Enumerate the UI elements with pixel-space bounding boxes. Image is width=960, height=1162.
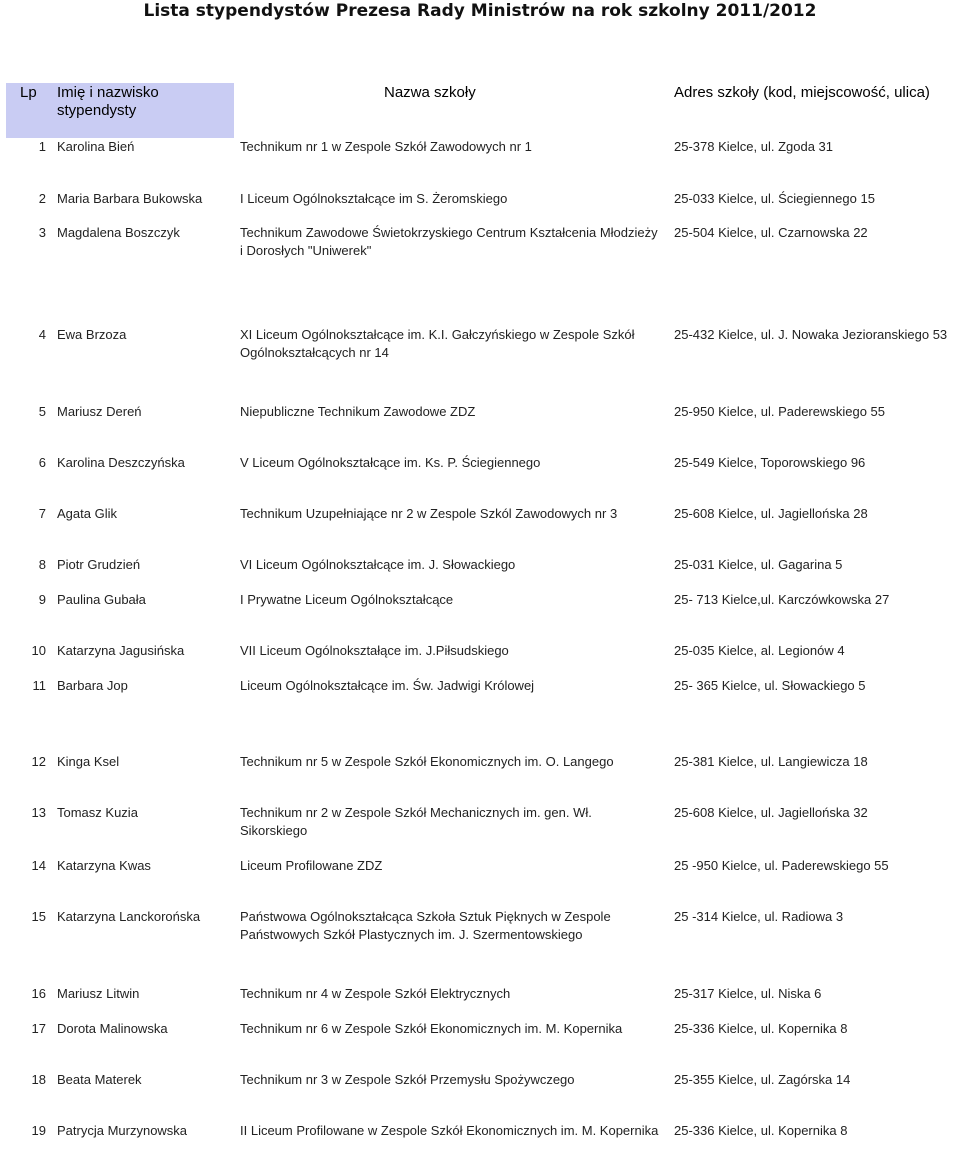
- row-address: 25-549 Kielce, Toporowskiego 96: [674, 455, 866, 470]
- header-school: Nazwa szkoły: [384, 84, 476, 101]
- row-address: 25-378 Kielce, ul. Zgoda 31: [674, 139, 833, 154]
- row-school: Technikum nr 1 w Zespole Szkół Zawodowych nr 1: [240, 139, 532, 154]
- table-row: [0, 403, 960, 443]
- row-name: Paulina Gubała: [57, 592, 146, 607]
- row-name: Katarzyna Jagusińska: [57, 643, 185, 658]
- row-name: Maria Barbara Bukowska: [57, 191, 203, 206]
- row-lp: 15: [31, 909, 46, 924]
- page-title: Lista stypendystów Prezesa Rady Ministrów na rok szkolny 2011/2012: [143, 1, 817, 21]
- row-name: Magdalena Boszczyk: [57, 225, 180, 240]
- table-row: [0, 857, 960, 897]
- row-lp: 12: [31, 754, 46, 769]
- row-lp: 16: [31, 986, 46, 1001]
- table-row: [0, 556, 960, 596]
- row-name: Barbara Jop: [57, 678, 128, 693]
- header-name: Imię i nazwisko stypendysty: [57, 84, 159, 119]
- row-lp: 8: [38, 557, 46, 572]
- row-school: Liceum Ogólnokształcące im. Św. Jadwigi Królowej: [240, 678, 535, 693]
- row-name: Mariusz Litwin: [57, 986, 140, 1001]
- row-lp: 14: [31, 858, 46, 873]
- row-lp: 4: [38, 327, 46, 342]
- row-name: Karolina Deszczyńska: [57, 455, 185, 470]
- row-name: Katarzyna Kwas: [57, 858, 151, 873]
- row-school: Niepubliczne Technikum Zawodowe ZDZ: [240, 404, 476, 419]
- row-lp: 11: [32, 678, 46, 693]
- table-row: [0, 1020, 960, 1060]
- row-lp: 10: [31, 643, 46, 658]
- row-name: Kinga Ksel: [57, 754, 120, 769]
- header-address: Adres szkoły (kod, miejscowość, ulica): [674, 84, 930, 101]
- table-row: [0, 224, 960, 264]
- table-row: [0, 908, 960, 948]
- row-address: 25-355 Kielce, ul. Zagórska 14: [674, 1072, 851, 1087]
- row-school: Technikum nr 4 w Zespole Szkół Elektrycznych: [240, 986, 511, 1001]
- row-school: I Prywatne Liceum Ogólnokształcące: [240, 592, 454, 607]
- table-row: [0, 753, 960, 793]
- table-row: [0, 326, 960, 366]
- row-school: Technikum nr 5 w Zespole Szkół Ekonomicznych im. O. Langego: [240, 754, 614, 769]
- table-row: [0, 985, 960, 1025]
- row-lp: 9: [38, 592, 46, 607]
- row-school: XI Liceum Ogólnokształcące im. K.I. Gałczyńskiego w Zespole Szkół Ogólnokształcących nr 14: [240, 327, 635, 360]
- row-name: Agata Glik: [57, 506, 117, 521]
- row-lp: 5: [38, 404, 46, 419]
- row-address: 25-317 Kielce, ul. Niska 6: [674, 986, 822, 1001]
- row-school: V Liceum Ogólnokształcące im. Ks. P. Ściegiennego: [240, 455, 541, 470]
- row-lp: 6: [38, 455, 46, 470]
- row-address: 25-608 Kielce, ul. Jagiellońska 28: [674, 506, 868, 521]
- row-address: 25-033 Kielce, ul. Ściegiennego 15: [674, 191, 875, 206]
- row-lp: 17: [31, 1021, 46, 1036]
- row-address: 25- 713 Kielce,ul. Karczówkowska 27: [674, 592, 890, 607]
- row-name: Karolina Bień: [57, 139, 135, 154]
- row-name: Dorota Malinowska: [57, 1021, 168, 1036]
- row-address: 25- 365 Kielce, ul. Słowackiego 5: [674, 678, 866, 693]
- row-school: Technikum nr 6 w Zespole Szkół Ekonomicznych im. M. Kopernika: [240, 1021, 623, 1036]
- row-lp: 3: [38, 225, 46, 240]
- table-row: [0, 505, 960, 545]
- row-lp: 2: [38, 191, 46, 206]
- row-school: VI Liceum Ogólnokształcące im. J. Słowackiego: [240, 557, 516, 572]
- row-address: 25-035 Kielce, al. Legionów 4: [674, 643, 845, 658]
- table-row: [0, 642, 960, 682]
- table-row: [0, 1122, 960, 1162]
- row-lp: 18: [31, 1072, 46, 1087]
- table-row: [0, 454, 960, 494]
- row-address: 25-336 Kielce, ul. Kopernika 8: [674, 1021, 848, 1036]
- row-address: 25-432 Kielce, ul. J. Nowaka Jezioranskiego 53: [674, 327, 948, 342]
- row-address: 25-504 Kielce, ul. Czarnowska 22: [674, 225, 868, 240]
- row-name: Tomasz Kuzia: [57, 805, 138, 820]
- row-school: I Liceum Ogólnokształcące im S. Żeromskiego: [240, 191, 508, 206]
- table-row: [0, 677, 960, 717]
- table-row: [0, 138, 960, 178]
- table-row: [0, 804, 960, 844]
- row-school: VII Liceum Ogólnokształące im. J.Piłsudskiego: [240, 643, 509, 658]
- row-lp: 1: [38, 139, 46, 154]
- row-address: 25-950 Kielce, ul. Paderewskiego 55: [674, 404, 886, 419]
- row-school: Technikum nr 3 w Zespole Szkół Przemysłu Spożywczego: [240, 1072, 575, 1087]
- row-lp: 13: [31, 805, 46, 820]
- row-school: Technikum nr 2 w Zespole Szkół Mechanicznych im. gen. Wł. Sikorskiego: [240, 805, 592, 838]
- row-school: Liceum Profilowane ZDZ: [240, 858, 383, 873]
- row-address: 25 -950 Kielce, ul. Paderewskiego 55: [674, 858, 889, 873]
- row-school: II Liceum Profilowane w Zespole Szkół Ekonomicznych im. M. Kopernika: [240, 1123, 659, 1138]
- row-school: Państwowa Ogólnokształcąca Szkoła Sztuk Pięknych w Zespole Państwowych Szkół Plastycznych im. J. Szermentowskiego: [240, 909, 611, 942]
- row-name: Piotr Grudzień: [57, 557, 141, 572]
- row-address: 25 -314 Kielce, ul. Radiowa 3: [674, 909, 844, 924]
- row-address: 25-381 Kielce, ul. Langiewicza 18: [674, 754, 868, 769]
- row-address: 25-031 Kielce, ul. Gagarina 5: [674, 557, 843, 572]
- table-row: [0, 1071, 960, 1111]
- row-name: Beata Materek: [57, 1072, 142, 1087]
- row-address: 25-608 Kielce, ul. Jagiellońska 32: [674, 805, 868, 820]
- row-lp: 7: [38, 506, 46, 521]
- row-name: Ewa Brzoza: [57, 327, 127, 342]
- row-address: 25-336 Kielce, ul. Kopernika 8: [674, 1123, 848, 1138]
- row-name: Mariusz Dereń: [57, 404, 142, 419]
- row-name: Patrycja Murzynowska: [57, 1123, 188, 1138]
- row-lp: 19: [31, 1123, 46, 1138]
- header-lp: Lp: [20, 84, 37, 101]
- row-school: Technikum Uzupełniające nr 2 w Zespole Szkól Zawodowych nr 3: [240, 506, 618, 521]
- row-school: Technikum Zawodowe Świetokrzyskiego Centrum Kształcenia Młodzieży i Dorosłych "Uniwerek": [240, 225, 658, 258]
- table-row: [0, 591, 960, 631]
- row-name: Katarzyna Lanckorońska: [57, 909, 201, 924]
